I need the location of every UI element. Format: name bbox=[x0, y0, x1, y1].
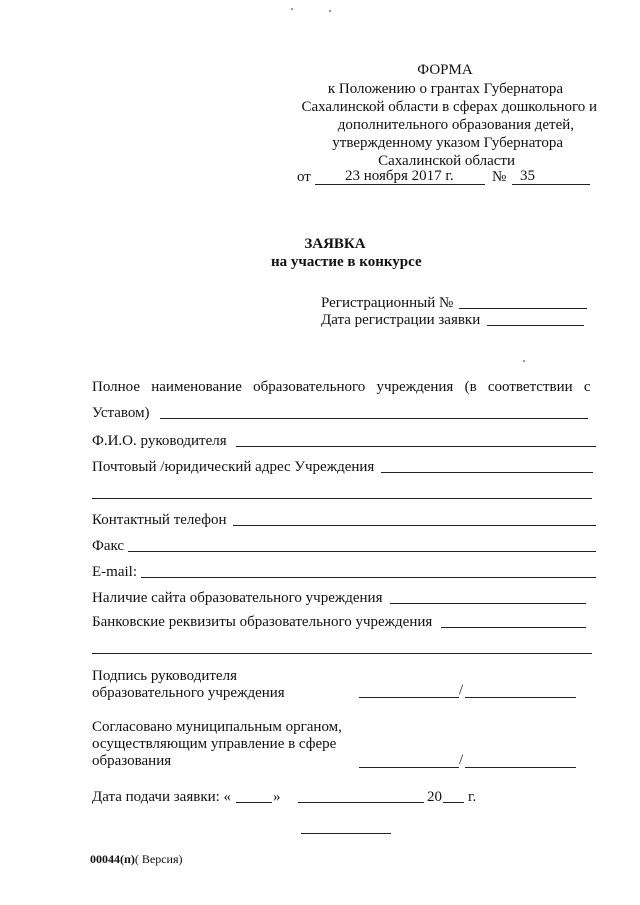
fax-field[interactable] bbox=[128, 551, 596, 552]
full-name-label-line2: Уставом) bbox=[92, 405, 150, 421]
approval-label-2: осуществляющим управление в сфере bbox=[92, 736, 337, 752]
submission-month-field[interactable] bbox=[298, 802, 424, 803]
header-line-1: к Положению о грантах Губернатора bbox=[327, 81, 563, 97]
approval-label-3: образования bbox=[92, 753, 172, 769]
bank-field[interactable] bbox=[441, 627, 586, 628]
phone-field[interactable] bbox=[233, 525, 596, 526]
document-title: ЗАЯВКА bbox=[304, 236, 366, 252]
director-signature-label-2: образовательного учреждения bbox=[92, 685, 285, 701]
submission-year-field[interactable] bbox=[443, 802, 464, 803]
number-prefix: № bbox=[492, 169, 507, 185]
form-title: ФОРМА bbox=[417, 62, 473, 78]
footer-version: ( Версия) bbox=[134, 852, 183, 866]
decree-number: 35 bbox=[520, 168, 535, 184]
website-label: Наличие сайта образовательного учреждения bbox=[92, 590, 383, 606]
footer-code: 00044(п) bbox=[90, 852, 135, 866]
date-prefix: от bbox=[297, 169, 311, 185]
director-signature-field[interactable] bbox=[359, 697, 459, 698]
footer-code-line bbox=[90, 852, 183, 866]
registration-number-label: Регистрационный № bbox=[321, 295, 454, 311]
director-signature-label-1: Подпись руководителя bbox=[92, 668, 237, 684]
submission-quote-close: » bbox=[273, 789, 281, 805]
decree-date: 23 ноября 2017 г. bbox=[345, 168, 454, 184]
scan-speck bbox=[291, 8, 293, 10]
approval-signature-field[interactable] bbox=[359, 767, 459, 768]
footer-divider bbox=[301, 833, 391, 834]
submission-year-prefix: 20 bbox=[427, 789, 442, 805]
fax-label: Факс bbox=[92, 538, 125, 554]
director-label: Ф.И.О. руководителя bbox=[92, 433, 227, 449]
document-subtitle: на участие в конкурсе bbox=[271, 254, 422, 270]
registration-number-field[interactable] bbox=[459, 308, 587, 309]
bank-field-extra[interactable] bbox=[92, 653, 592, 654]
address-field-extra[interactable] bbox=[92, 498, 592, 499]
email-field[interactable] bbox=[141, 577, 596, 578]
bank-label: Банковские реквизиты образовательного учреждения bbox=[92, 614, 433, 630]
phone-label: Контактный телефон bbox=[92, 512, 227, 528]
director-name-field[interactable] bbox=[465, 697, 576, 698]
approval-slash: / bbox=[459, 752, 464, 768]
scan-speck bbox=[523, 360, 525, 362]
approval-name-field[interactable] bbox=[465, 767, 576, 768]
registration-date-label: Дата регистрации заявки bbox=[321, 312, 481, 328]
scan-speck bbox=[329, 10, 331, 12]
email-label: E-mail: bbox=[92, 564, 137, 580]
registration-date-field[interactable] bbox=[487, 325, 584, 326]
header-line-3: дополнительного образования детей, bbox=[337, 117, 574, 133]
signature-slash: / bbox=[459, 682, 464, 698]
header-line-5: Сахалинской области bbox=[378, 153, 515, 169]
director-field[interactable] bbox=[236, 446, 596, 447]
approval-label-1: Согласовано муниципальным органом, bbox=[92, 719, 342, 735]
website-field[interactable] bbox=[390, 603, 586, 604]
full-name-field[interactable] bbox=[160, 418, 588, 419]
header-line-4: утвержденному указом Губернатора bbox=[332, 135, 563, 151]
header-line-2: Сахалинской области в сферах дошкольного и bbox=[301, 99, 597, 115]
address-field[interactable] bbox=[381, 472, 593, 473]
submission-date-label: Дата подачи заявки: « bbox=[92, 789, 232, 805]
submission-day-field[interactable] bbox=[236, 802, 272, 803]
full-name-label-line1: Полное наименование образовательного учреждения (в соответствии с bbox=[92, 379, 591, 395]
submission-year-suffix: г. bbox=[468, 789, 477, 805]
address-label: Почтовый /юридический адрес Учреждения bbox=[92, 459, 375, 475]
